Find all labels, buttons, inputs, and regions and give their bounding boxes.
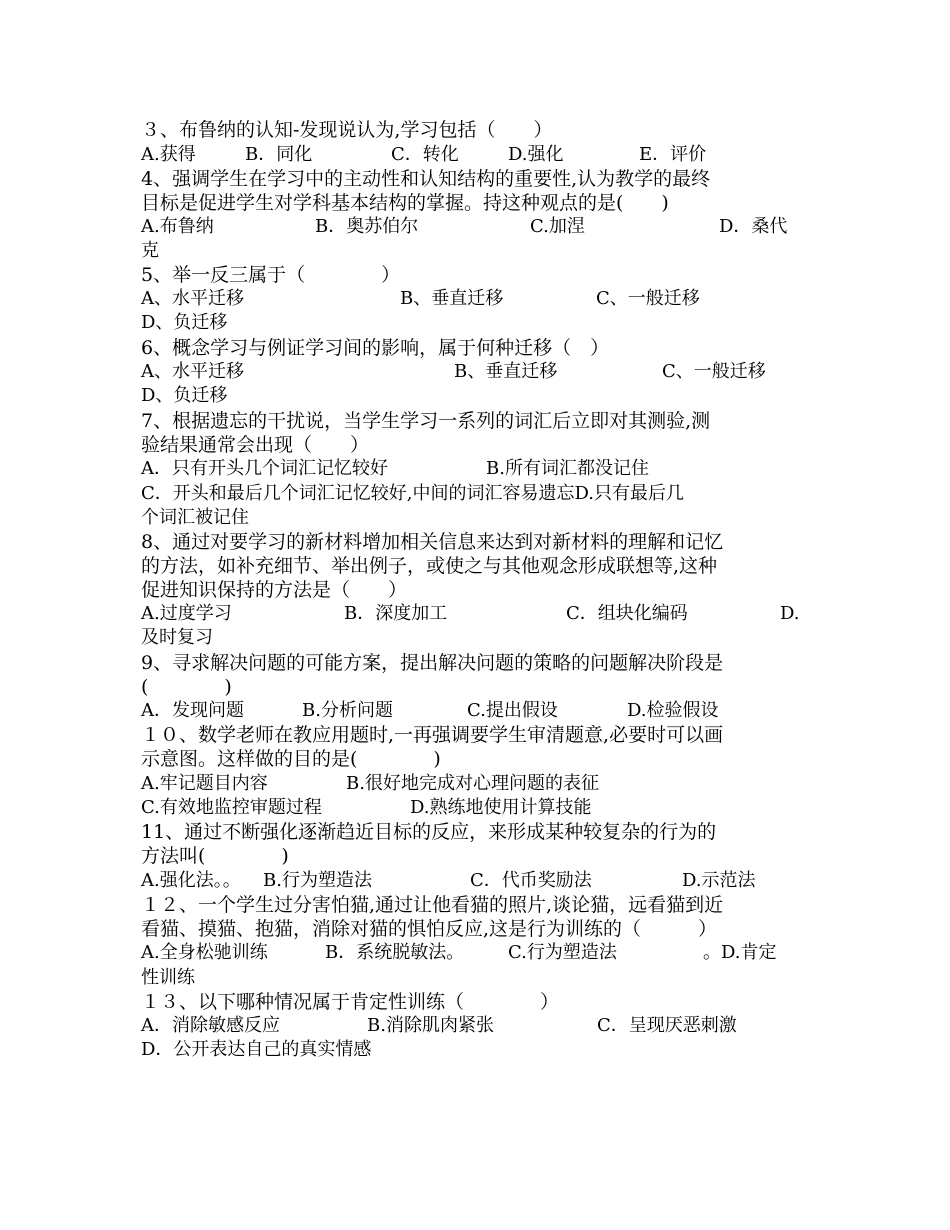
q7-options-row-2 xyxy=(141,482,685,506)
q5-option-b[interactable]: B、垂直迁移 xyxy=(400,288,504,309)
q6-options xyxy=(141,360,766,384)
q10-option-a[interactable]: A.牢记题目内容 xyxy=(141,773,268,794)
q9-option-a[interactable]: A．发现问题 xyxy=(141,700,244,721)
q3-option-c[interactable]: C．转化 xyxy=(391,144,459,165)
q12-option-b[interactable]: B．系统脱敏法。 xyxy=(325,942,465,963)
q13-option-a[interactable]: A．消除敏感反应 xyxy=(141,1015,280,1036)
q8-options-wrap xyxy=(141,626,213,650)
q7-stem-line-1: 7、根据遗忘的干扰说，当学生学习一系列的词汇后立即对其测验,测 xyxy=(141,410,711,432)
q12-options xyxy=(141,941,777,965)
q4-option-b[interactable]: B．奥苏伯尔 xyxy=(315,216,419,237)
q10-option-d[interactable]: D.熟练地使用计算技能 xyxy=(410,797,592,818)
q9-option-c[interactable]: C.提出假设 xyxy=(467,700,558,721)
q5-options xyxy=(141,287,700,311)
q9-option-b[interactable]: B.分析问题 xyxy=(302,700,393,721)
q8-stem-line-3: 促进知识保持的方法是（ ） xyxy=(141,579,408,601)
q12-option-c[interactable]: C.行为塑造法 xyxy=(508,942,617,963)
q7-option-d-wrap: 个词汇被记住 xyxy=(141,507,249,528)
q12-option-d[interactable]: 。D.肯定 xyxy=(703,942,777,963)
q7-option-b[interactable]: B.所有词汇都没记住 xyxy=(486,458,649,479)
q5-option-a[interactable]: A、水平迁移 xyxy=(141,288,244,309)
q4-stem-line-1: 4、强调学生在学习中的主动性和认知结构的重要性,认为教学的最终 xyxy=(141,168,711,190)
q10-stem-line-2: 示意图。这样做的目的是( ) xyxy=(141,748,441,770)
q13-option-c[interactable]: C．呈现厌恶刺激 xyxy=(597,1015,737,1036)
q9-stem-line-2: ( ) xyxy=(141,676,232,698)
q12-options-wrap xyxy=(141,966,195,990)
q11-options xyxy=(141,869,756,893)
q8-stem-line-1: 8、通过对要学习的新材料增加相关信息来达到对新材料的理解和记忆 xyxy=(141,531,724,553)
q8-option-d[interactable]: D. xyxy=(780,603,800,624)
q11-stem-line-1: 11、通过不断强化逐渐趋近目标的反应，来形成某种较复杂的行为的 xyxy=(141,821,717,843)
q13-options xyxy=(141,1014,737,1038)
q7-options xyxy=(141,457,649,481)
q12-option-d-wrap: 性训练 xyxy=(141,967,195,988)
q6-option-a[interactable]: A、水平迁移 xyxy=(141,361,244,382)
q5-options-row-2 xyxy=(141,311,228,335)
q6-option-d[interactable]: D、负迁移 xyxy=(141,385,228,406)
q10-options xyxy=(141,772,599,796)
q6-option-b[interactable]: B、垂直迁移 xyxy=(454,361,558,382)
q11-option-d[interactable]: D.示范法 xyxy=(682,870,756,891)
q3-option-e[interactable]: E．评价 xyxy=(639,144,707,165)
q4-options xyxy=(141,215,788,239)
q4-option-c[interactable]: C.加涅 xyxy=(530,216,585,237)
q8-stem-line-2: 的方法，如补充细节、举出例子，或使之与其他观念形成联想等,这种 xyxy=(141,555,718,577)
q8-option-c[interactable]: C．组块化编码 xyxy=(566,603,688,624)
q11-option-a[interactable]: A.强化法。。 xyxy=(141,870,241,891)
q8-options xyxy=(141,602,800,626)
q4-option-d-wrap: 克 xyxy=(141,240,159,261)
q9-option-d[interactable]: D.检验假设 xyxy=(627,700,719,721)
q13-stem: １３、以下哪种情况属于肯定性训练（ ） xyxy=(141,991,560,1013)
q7-options-row-3 xyxy=(141,506,249,530)
q3-options xyxy=(141,143,707,167)
q10-option-b[interactable]: B.很好地完成对心理问题的表征 xyxy=(346,773,599,794)
q5-option-d[interactable]: D、负迁移 xyxy=(141,312,228,333)
q3-option-d[interactable]: D.强化 xyxy=(508,144,564,165)
q9-stem-line-1: 9、寻求解决问题的可能方案，提出解决问题的策略的问题解决阶段是 xyxy=(141,652,724,674)
q3-option-a[interactable]: A.获得 xyxy=(141,144,196,165)
q4-options-wrap xyxy=(141,239,164,263)
q8-option-b[interactable]: B．深度加工 xyxy=(344,603,448,624)
q4-stem-line-2: 目标是促进学生对学科基本结构的掌握。持这种观点的是( ) xyxy=(141,192,669,214)
q12-stem-line-1: １２、一个学生过分害怕猫,通过让他看猫的照片,谈论猫，远看猫到近 xyxy=(141,894,724,916)
q4-option-a[interactable]: A.布鲁纳 xyxy=(141,216,214,237)
q3-option-b[interactable]: B．同化 xyxy=(245,144,313,165)
q9-options xyxy=(141,699,719,723)
q7-stem-line-2: 验结果通常会出现（ ） xyxy=(141,434,370,456)
q5-option-c[interactable]: C、一般迁移 xyxy=(596,288,700,309)
q12-stem-line-2: 看猫、摸猫、抱猫，消除对猫的惧怕反应,这是行为训练的（ ） xyxy=(141,918,718,940)
q6-option-c[interactable]: C、一般迁移 xyxy=(662,361,766,382)
q11-stem-line-2: 方法叫( ) xyxy=(141,845,289,867)
q6-options-row-2 xyxy=(141,384,228,408)
q12-option-a[interactable]: A.全身松驰训练 xyxy=(141,942,268,963)
q8-option-a[interactable]: A.过度学习 xyxy=(141,603,232,624)
q6-stem: 6、概念学习与例证学习间的影响，属于何种迁移（ ） xyxy=(141,337,610,359)
q4-option-d[interactable]: D．桑代 xyxy=(719,216,788,237)
q3-stem: ３、布鲁纳的认知-发现说认为,学习包括（ ） xyxy=(141,119,553,141)
q13-option-d[interactable]: D．公开表达自己的真实情感 xyxy=(141,1039,372,1060)
q13-option-b[interactable]: B.消除肌肉紧张 xyxy=(367,1015,494,1036)
q7-option-c[interactable]: C．开头和最后几个词汇记忆较好,中间的词汇容易遗忘D.只有最后几 xyxy=(141,483,685,504)
q10-options-row-2 xyxy=(141,796,592,820)
q11-option-b[interactable]: B.行为塑造法 xyxy=(263,870,372,891)
q8-option-d-wrap: 及时复习 xyxy=(141,627,213,648)
q11-option-c[interactable]: C．代币奖励法 xyxy=(470,870,592,891)
q13-options-row-2 xyxy=(141,1038,372,1062)
q10-option-c[interactable]: C.有效地监控审题过程 xyxy=(141,797,322,818)
q5-stem: 5、举一反三属于（ ） xyxy=(141,264,401,286)
q7-option-a[interactable]: A．只有开头几个词汇记忆较好 xyxy=(141,458,388,479)
q10-stem-line-1: １０、数学老师在教应用题时,一再强调要学生审清题意,必要时可以画 xyxy=(141,724,724,746)
